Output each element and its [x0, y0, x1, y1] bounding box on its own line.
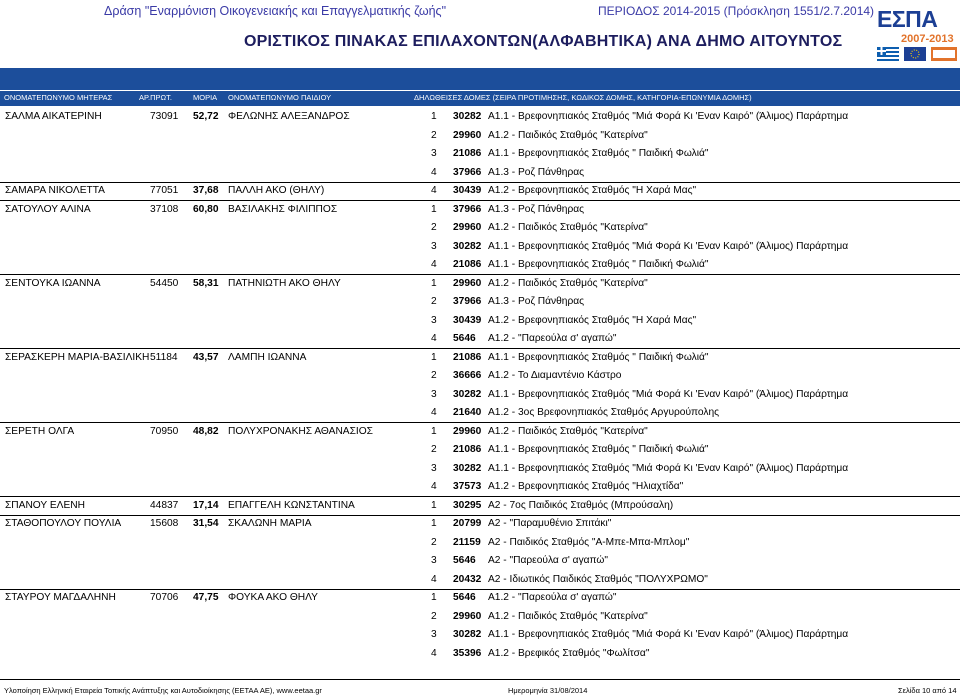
table-row: [0, 238, 960, 256]
preference-order: 4: [431, 573, 437, 585]
protocol-number: 15608: [150, 518, 179, 529]
structure-name: Α1.1 - Βρεφονηπιακός Σταθμός " Παιδική Φωλιά": [488, 351, 709, 363]
table-row: [0, 349, 960, 367]
structure-name: Α1.2 - 3ος Βρεφονηπιακός Σταθμός Αργυρούπολης: [488, 407, 720, 418]
preference-order: 3: [431, 555, 437, 566]
preference-order: 2: [431, 129, 437, 141]
page-header: [0, 0, 960, 68]
mother-name: ΣΑΜΑΡΑ ΝΙΚΟΛΕΤΤΑ: [5, 185, 105, 196]
structure-name: Α2 - "Παρεούλα σ' αγαπώ": [488, 555, 609, 566]
footer-date: Ημερομηνία 31/08/2014: [508, 686, 588, 695]
score: 58,31: [193, 277, 219, 289]
table-row: [0, 312, 960, 330]
flags-icon: [877, 47, 957, 61]
structure-name: Α1.2 - "Παρεούλα σ' αγαπώ": [488, 592, 617, 603]
preference-order: 1: [431, 277, 437, 289]
footer-credit: Υλοποίηση Ελληνική Εταιρεία Τοπικής Ανάπτυξης και Αυτοδιοίκησης (ΕΕΤΑΑ ΑΕ), www.eetaa.gr: [4, 686, 322, 695]
table-row: [0, 219, 960, 237]
structure-name: Α2 - Παιδικός Σταθμός "Α-Μπε-Μπα-Μπλομ": [488, 536, 690, 548]
preference-order: 4: [431, 185, 437, 196]
structure-code: 37966: [453, 203, 482, 215]
preference-order: 1: [431, 425, 437, 437]
child-name: ΦΕΛΩΝΗΣ ΑΛΕΞΑΝΔΡΟΣ: [228, 111, 350, 122]
preference-order: 2: [431, 296, 437, 307]
table-row: [0, 404, 960, 422]
table-row: [0, 182, 960, 200]
protocol-number: 77051: [150, 185, 179, 196]
child-name: ΠΑΛΛΗ ΑΚΟ (ΘΗΛΥ): [228, 185, 325, 196]
table-row: [0, 571, 960, 589]
mother-name: ΣΑΛΜΑ ΑΙΚΑΤΕΡΙΝΗ: [5, 111, 102, 122]
structure-name: Α1.1 - Βρεφονηπιακός Σταθμός " Παιδική Φωλιά": [488, 259, 709, 270]
footer-page: Σελίδα 10 από 14: [898, 686, 957, 695]
table-row: [0, 645, 960, 663]
preference-order: 3: [431, 462, 437, 474]
table-row: [0, 201, 960, 219]
espa-logo: [877, 6, 957, 62]
structure-code: 29960: [453, 222, 482, 233]
structure-name: Α1.1 - Βρεφονηπιακός Σταθμός "Μιά Φορά Κι 'Εναν Καιρό" (Άλιμος) Παράρτημα: [488, 629, 849, 640]
protocol-number: 70950: [150, 425, 179, 437]
preference-order: 2: [431, 536, 437, 548]
column-header-protocol: ΑΡ.ΠΡΩΤ.: [139, 93, 172, 102]
preference-order: 4: [431, 407, 437, 418]
structure-name: Α1.2 - Βρεφονηπιακός Σταθμός "Η Χαρά Μας": [488, 314, 697, 326]
structure-code: 30282: [453, 240, 482, 252]
preference-order: 1: [431, 499, 437, 511]
child-name: ΠΟΛΥΧΡΟΝΑΚΗΣ ΑΘΑΝΑΣΙΟΣ: [228, 425, 373, 437]
column-header-mother: ΟΝΟΜΑΤΕΠΩΝΥΜΟ ΜΗΤΕΡΑΣ: [4, 93, 113, 102]
score: 47,75: [193, 592, 219, 603]
structure-name: Α1.1 - Βρεφονηπιακός Σταθμός "Μιά Φορά Κι 'Εναν Καιρό" (Άλιμος) Παράρτημα: [488, 388, 849, 400]
preference-order: 2: [431, 610, 437, 622]
structure-name: Α1.1 - Βρεφονηπιακός Σταθμός "Μιά Φορά Κι 'Εναν Καιρό" (Άλιμος) Παράρτημα: [488, 111, 849, 122]
structure-code: 30282: [453, 111, 482, 122]
structure-code: 21086: [453, 351, 482, 363]
table-row: [0, 367, 960, 385]
structure-name: Α1.2 - Βρεφονηπιακός Σταθμός "Η Χαρά Μας": [488, 185, 697, 196]
protocol-number: 51184: [150, 351, 178, 363]
table-row: [0, 330, 960, 348]
column-header-score: ΜΟΡΙΑ: [193, 93, 218, 102]
preference-order: 4: [431, 647, 437, 659]
footer-divider: [0, 679, 960, 680]
structure-code: 29960: [453, 425, 482, 437]
preference-order: 3: [431, 148, 437, 159]
structure-name: Α1.3 - Ροζ Πάνθηρας: [488, 166, 585, 178]
protocol-number: 70706: [150, 592, 179, 603]
preference-order: 4: [431, 166, 437, 178]
table-row: [0, 108, 960, 126]
structure-code: 21640: [453, 407, 482, 418]
structure-name: Α1.1 - Βρεφονηπιακός Σταθμός " Παιδική Φωλιά": [488, 148, 709, 159]
preference-order: 2: [431, 370, 437, 381]
structure-name: Α1.1 - Βρεφονηπιακός Σταθμός " Παιδική Φωλιά": [488, 444, 709, 455]
structure-name: Α1.2 - Βρεφικός Σταθμός "Φωλίτσα": [488, 647, 650, 659]
structure-code: 37966: [453, 166, 482, 178]
structure-name: Α1.2 - Το Διαμαντένιο Κάστρο: [488, 370, 622, 381]
structure-name: Α1.1 - Βρεφονηπιακός Σταθμός "Μιά Φορά Κι 'Εναν Καιρό" (Άλιμος) Παράρτημα: [488, 240, 849, 252]
preference-order: 4: [431, 481, 437, 492]
structure-code: 37573: [453, 481, 482, 492]
mother-name: ΣΕΡΕΤΗ ΟΛΓΑ: [5, 425, 75, 437]
program-title: Δράση "Εναρμόνιση Οικογενειακής και Επαγγελματικής ζωής": [104, 4, 447, 18]
child-name: ΕΠΑΓΓΕΛΗ ΚΩΝΣΤΑΝΤΙΝΑ: [228, 499, 355, 511]
structure-code: 21086: [453, 444, 482, 455]
table-row: [0, 589, 960, 607]
preference-order: 1: [431, 351, 437, 363]
table-row: [0, 497, 960, 515]
preference-order: 3: [431, 240, 437, 252]
page-title: ΟΡΙΣΤΙΚΟΣ ΠΙΝΑΚΑΣ ΕΠΙΛΑΧΟΝΤΩΝ(ΑΛΦΑΒΗΤΙΚΑ) ΑΝΑ ΔΗΜΟ ΑΙΤΟΥΝΤΟΣ: [244, 33, 843, 50]
mother-name: ΣΕΝΤΟΥΚΑ ΙΩΑΝΝΑ: [5, 277, 101, 289]
score: 31,54: [193, 518, 219, 529]
structure-code: 30439: [453, 314, 482, 326]
table-row: [0, 386, 960, 404]
structure-code: 21086: [453, 259, 482, 270]
child-name: ΠΑΤΗΝΙΩΤΗ ΑΚΟ ΘΗΛΥ: [228, 277, 341, 289]
score: 48,82: [193, 425, 219, 437]
table-row: [0, 534, 960, 552]
mother-name: ΣΤΑΘΟΠΟΥΛΟΥ ΠΟΥΛΙΑ: [5, 518, 122, 529]
structure-code: 30282: [453, 629, 482, 640]
child-name: ΦΟΥΚΑ ΑΚΟ ΘΗΛΥ: [228, 592, 318, 603]
preference-order: 3: [431, 388, 437, 400]
score: 60,80: [193, 203, 219, 215]
protocol-number: 44837: [150, 499, 179, 511]
structure-code: 5646: [453, 555, 476, 566]
table-row: [0, 275, 960, 293]
table-header: [0, 90, 960, 106]
column-header-child: ΟΝΟΜΑΤΕΠΩΝΥΜΟ ΠΑΙΔΙΟΥ: [228, 93, 332, 102]
preference-order: 3: [431, 314, 437, 326]
structure-name: Α1.1 - Βρεφονηπιακός Σταθμός "Μιά Φορά Κι 'Εναν Καιρό" (Άλιμος) Παράρτημα: [488, 462, 849, 474]
table-row: [0, 145, 960, 163]
protocol-number: 54450: [150, 277, 179, 289]
espa-logo-text: ΕΣΠΑ: [877, 6, 938, 32]
structure-code: 5646: [453, 333, 476, 344]
structure-code: 30282: [453, 388, 482, 400]
table-row: [0, 460, 960, 478]
structure-name: Α2 - Ιδιωτικός Παιδικός Σταθμός "ΠΟΛΥΧΡΩΜΟ": [488, 573, 708, 585]
preference-order: 3: [431, 629, 437, 640]
structure-code: 20432: [453, 573, 482, 585]
structure-code: 5646: [453, 592, 476, 603]
espa-logo-years: 2007-2013: [901, 33, 954, 45]
period-title: ΠΕΡΙΟΔΟΣ 2014-2015 (Πρόσκληση 1551/2.7.2014): [598, 4, 875, 18]
table-row: [0, 293, 960, 311]
protocol-number: 37108: [150, 203, 179, 215]
structure-code: 20799: [453, 518, 482, 529]
column-header-structures: ΔΗΛΩΘΕΙΣΕΣ ΔΟΜΕΣ (ΣΕΙΡΑ ΠΡΟΤΙΜΗΣΗΣ, ΚΩΔΙΚΟΣ ΔΟΜΗΣ, ΚΑΤΗΓΟΡΙΑ-ΕΠΩΝΥΜΙΑ ΔΟΜΗΣ): [414, 93, 752, 102]
table-row: [0, 515, 960, 533]
table-row: [0, 164, 960, 182]
structure-code: 30282: [453, 462, 482, 474]
structure-name: Α1.3 - Ροζ Πάνθηρας: [488, 203, 585, 215]
mother-name: ΣΠΑΝΟΥ ΕΛΕΝΗ: [5, 499, 85, 511]
score: 37,68: [193, 185, 219, 196]
structure-code: 30439: [453, 185, 482, 196]
structure-name: Α1.3 - Ροζ Πάνθηρας: [488, 296, 585, 307]
structure-name: Α2 - 7ος Παιδικός Σταθμός (Μπρούσαλη): [488, 499, 674, 511]
structure-name: Α2 - "Παραμυθένιο Σπιτάκι": [488, 518, 612, 529]
structure-code: 29960: [453, 277, 482, 289]
mother-name: ΣΕΡΑΣΚΕΡΗ ΜΑΡΙΑ-ΒΑΣΙΛΙΚΗ: [5, 351, 150, 363]
preference-order: 4: [431, 333, 437, 344]
structure-code: 30295: [453, 499, 482, 511]
protocol-number: 73091: [150, 111, 179, 122]
preference-order: 2: [431, 444, 437, 455]
preference-order: 1: [431, 111, 437, 122]
municipality-name: Δήμος Αγίου Δημητρίου: [4, 140, 146, 154]
preference-order: 2: [431, 222, 437, 233]
children-count-label: Αριθμός επιλαχόντων παιδιών στο Δήμο:: [684, 140, 931, 154]
children-count-value: 123: [934, 140, 955, 154]
table-row: [0, 608, 960, 626]
structure-code: 29960: [453, 610, 482, 622]
table-row: [0, 626, 960, 644]
structure-name: Α1.2 - "Παρεούλα σ' αγαπώ": [488, 333, 617, 344]
structure-code: 37966: [453, 296, 482, 307]
structure-name: Α1.2 - Παιδικός Σταθμός "Κατερίνα": [488, 277, 648, 289]
structure-code: 35396: [453, 647, 482, 659]
structure-code: 36666: [453, 370, 482, 381]
table-row: [0, 441, 960, 459]
child-name: ΣΚΑΛΩΝΗ ΜΑΡΙΑ: [228, 518, 312, 529]
score: 17,14: [193, 499, 219, 511]
structure-name: Α1.2 - Παιδικός Σταθμός "Κατερίνα": [488, 610, 648, 622]
structure-code: 29960: [453, 129, 482, 141]
table-row: [0, 256, 960, 274]
table-row: [0, 478, 960, 496]
preference-order: 1: [431, 518, 437, 529]
mother-name: ΣΑΤΟΥΛΟΥ ΑΛΙΝΑ: [5, 203, 91, 215]
structure-name: Α1.2 - Παιδικός Σταθμός "Κατερίνα": [488, 425, 648, 437]
structure-name: Α1.2 - Παιδικός Σταθμός "Κατερίνα": [488, 222, 648, 233]
structure-code: 21159: [453, 536, 481, 548]
score: 43,57: [193, 351, 219, 363]
table-row: [0, 423, 960, 441]
preference-order: 1: [431, 203, 437, 215]
child-name: ΒΑΣΙΛΑΚΗΣ ΦΙΛΙΠΠΟΣ: [228, 203, 338, 215]
structure-code: 21086: [453, 148, 482, 159]
mother-name: ΣΤΑΥΡΟΥ ΜΑΓΔΑΛΗΝΗ: [5, 592, 116, 603]
child-name: ΛΑΜΠΗ ΙΩΑΝΝΑ: [228, 351, 307, 363]
table-row: [0, 127, 960, 145]
structure-name: Α1.2 - Βρεφονηπιακός Σταθμός "Ηλιαχτίδα": [488, 481, 684, 492]
table-row: [0, 552, 960, 570]
preference-order: 1: [431, 592, 437, 603]
preference-order: 4: [431, 259, 437, 270]
structure-name: Α1.2 - Παιδικός Σταθμός "Κατερίνα": [488, 129, 648, 141]
score: 52,72: [193, 111, 219, 122]
